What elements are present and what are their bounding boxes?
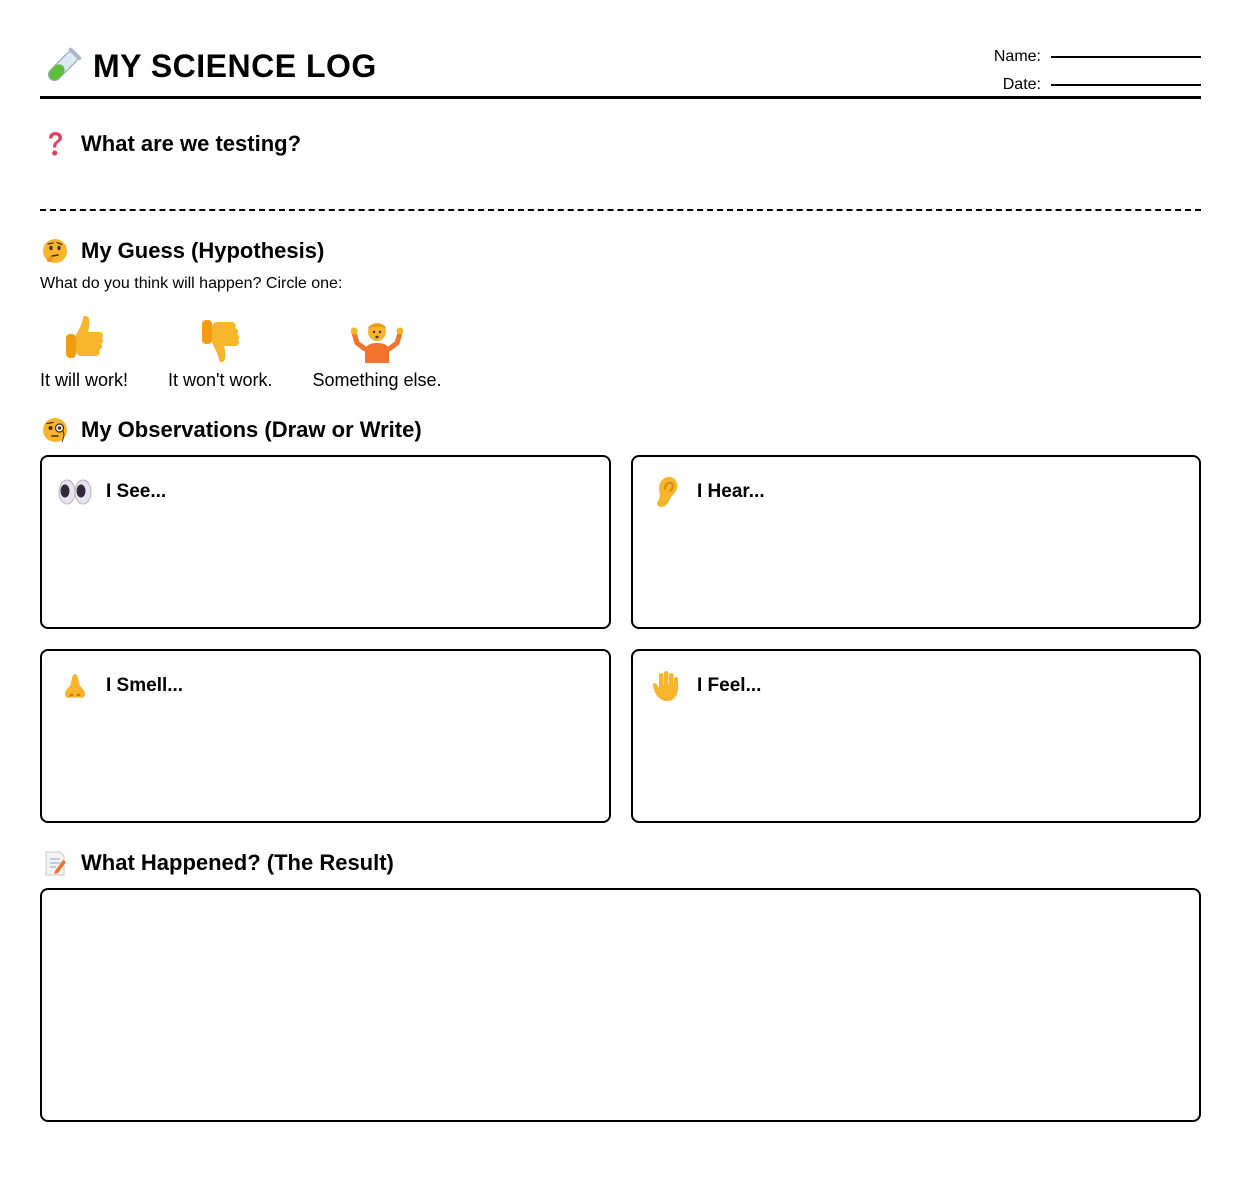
hypothesis-prompt: What do you think will happen? Circle one:	[40, 275, 343, 292]
observation-box-header	[57, 475, 166, 509]
name-field	[981, 38, 1201, 66]
name-label: Name:	[993, 48, 1041, 65]
observation-box-feel[interactable]	[631, 649, 1201, 823]
thinking-face-icon	[40, 236, 70, 266]
result-heading: What Happened? (The Result)	[81, 850, 394, 875]
question-mark-icon	[40, 129, 70, 159]
observation-box-header	[648, 475, 765, 509]
thumbs-down-icon	[198, 312, 242, 366]
choice-label: Something else.	[312, 370, 442, 390]
face-with-monocle-icon	[40, 415, 70, 445]
shrug-person-icon	[351, 312, 403, 366]
hypothesis-choices	[40, 312, 482, 391]
choice-it-will-work[interactable]	[40, 312, 128, 391]
date-line[interactable]	[1051, 84, 1201, 86]
name-line[interactable]	[1051, 56, 1201, 58]
testing-section-heading	[40, 129, 301, 159]
raised-hand-icon	[648, 669, 684, 703]
choice-label: It won't work.	[168, 370, 273, 390]
name-date-fields	[981, 38, 1201, 94]
nose-icon	[57, 669, 93, 703]
observation-box-smell[interactable]	[40, 649, 611, 823]
choice-label: It will work!	[40, 370, 129, 390]
testing-answer-line[interactable]	[40, 209, 1201, 211]
observations-heading: My Observations (Draw or Write)	[81, 417, 422, 442]
observation-box-header	[648, 669, 761, 703]
page-header	[40, 30, 1201, 99]
observation-box-see[interactable]	[40, 455, 611, 629]
eyes-icon	[57, 475, 93, 509]
choice-it-wont-work[interactable]	[168, 312, 272, 391]
thumbs-up-icon	[62, 312, 106, 366]
date-field	[981, 66, 1201, 94]
testing-heading: What are we testing?	[81, 131, 302, 156]
result-box[interactable]	[40, 888, 1201, 1122]
observations-section-heading	[40, 415, 422, 445]
hypothesis-section-heading	[40, 236, 324, 266]
title-group	[40, 46, 377, 86]
box-label: I Smell...	[106, 675, 184, 696]
test-tube-icon	[43, 46, 83, 86]
page-title: MY SCIENCE LOG	[93, 47, 377, 84]
observation-box-header	[57, 669, 183, 703]
hypothesis-heading: My Guess (Hypothesis)	[81, 238, 325, 263]
choice-something-else[interactable]	[312, 312, 441, 391]
box-label: I Feel...	[697, 675, 762, 696]
box-label: I See...	[106, 481, 167, 502]
box-label: I Hear...	[697, 481, 765, 502]
date-label: Date:	[1002, 76, 1041, 93]
ear-icon	[648, 475, 684, 509]
observation-box-hear[interactable]	[631, 455, 1201, 629]
result-section-heading	[40, 848, 394, 878]
memo-icon	[40, 848, 70, 878]
